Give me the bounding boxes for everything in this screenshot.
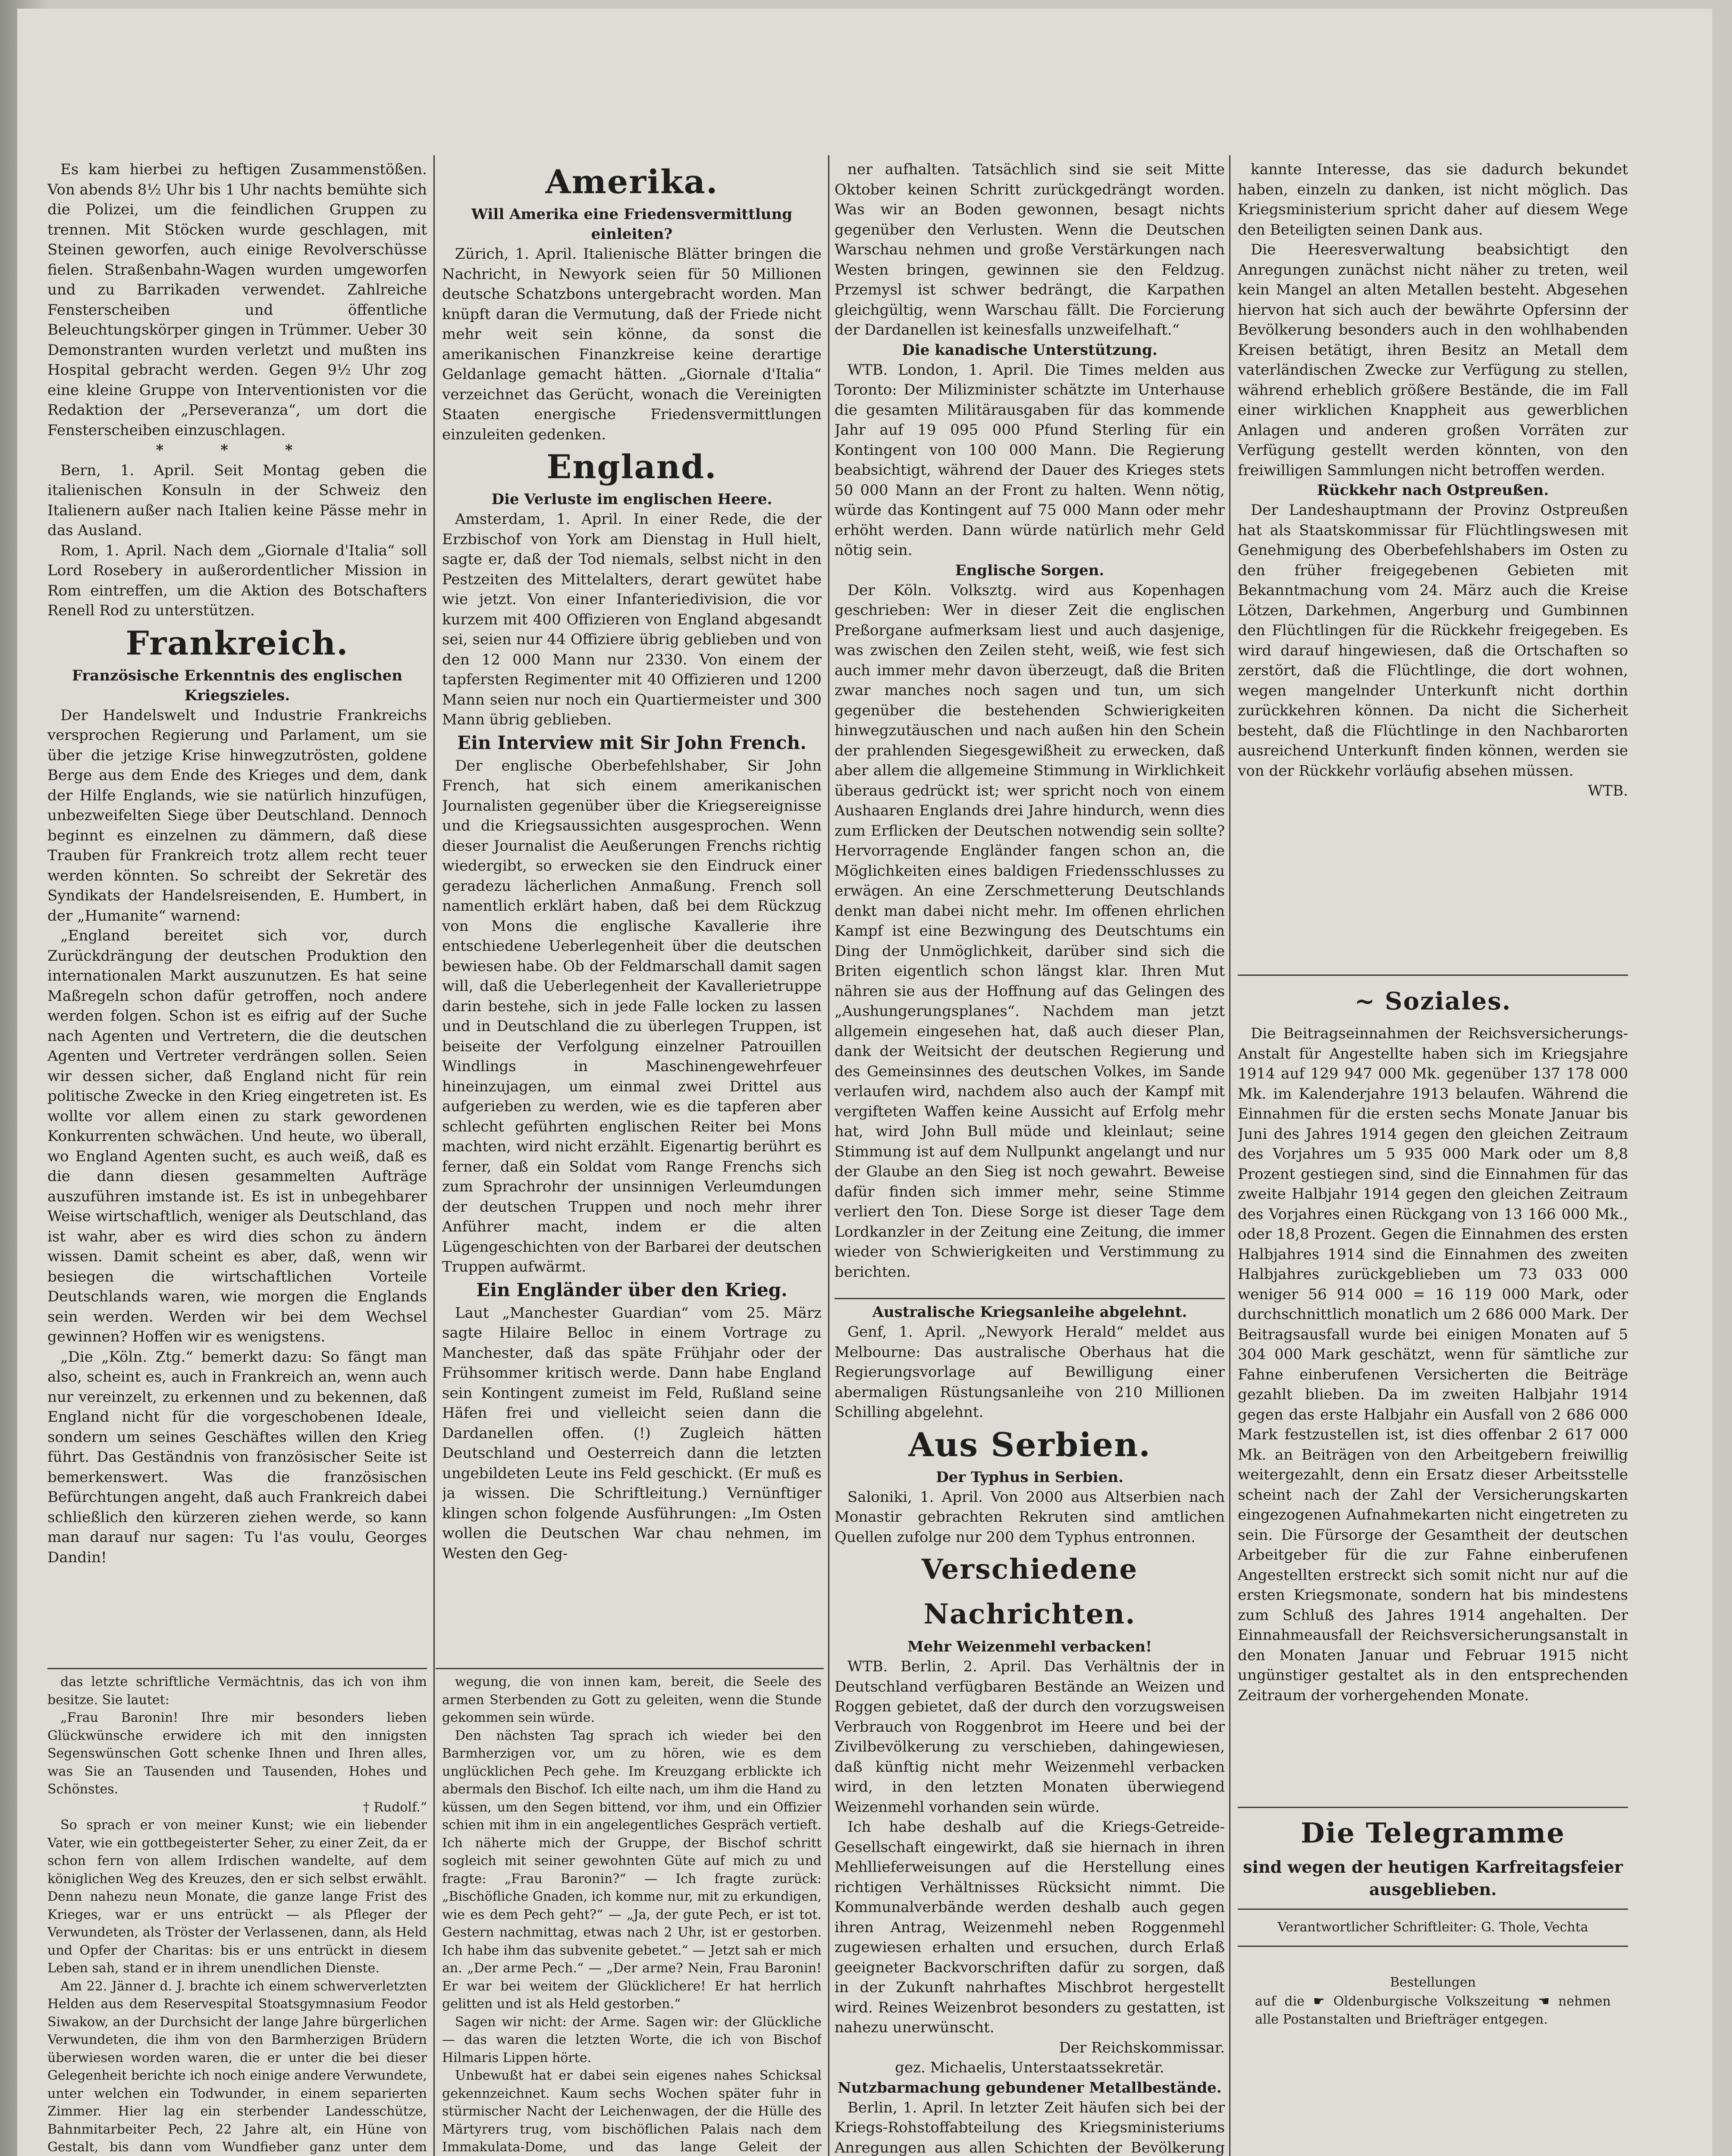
responsible-editor: Verantwortlicher Schriftleiter: G. Thole, Vechta bbox=[1277, 1920, 1588, 1935]
article-paragraph: Die Beitragseinnahmen der Reichsversicherungs-Anstalt für Angestellte haben sich im Kriegsjahre 1914 auf 129 947 000 Mk. gegenüber 137 178 000 Mk. im Kalenderjahre 1913 belaufen. Während die Einnahmen für die ersten sechs Monate Januar bis Juni des Jahres 1914 gegen den gleichen Zeitraum des Vorjahres um 5 935 000 Mark oder um 8,8 Prozent gestiegen sind, sind die Einnahmen für das zweite Halbjahr 1914 gegen den gleichen Zeitraum des Vorjahres einen Rückgang von 13 166 000 Mk., oder 18,8 Prozent. Gegen die Einnahmen des ersten Halbjahres 1914 sind die Einnahmen des zweiten Halbjahres zurückgeblieben um 73 033 000 weniger 56 914 000 = 16 119 000 Mark, oder durchschnittlich monatlich um 2 686 000 Mark. Der Beitragsausfall wurde bei einigen Monaten auf 5 304 000 Mark geschätzt, wenn für sämtliche zur Fahne einberufenen Versicherten die Beiträge gezahlt blieben. Da im zweiten Halbjahr 1914 gegen das erste Halbjahr ein Ausfall von 2 686 000 Mark festzustellen ist, ist dies offenbar 2 617 000 Mk. an Beiträgen von den Arbeitgebern freiwillig weitergezahlt, denn ein Ersatz dieser Arbeitsstelle scheint nach der Zahl der Versicherungskarten eingezogenen Aufnahmekarten nicht eingetreten zu sein. Die Fürsorge der Gesamtheit der deutschen Arbeitgeber für die zur Fahne einberufenen Angestellten erstreckt sich somit nicht nur auf die ersten Kriegsmonate, sondern hat bis mindestens zum Schluß des Jahres 1914 angehalten. Der Einnahmeausfall der Reichsversicherungsanstalt in den Monaten Januar und Februar 1915 nicht ungünstiger gestaltet als in den entsprechenden Zeitraum der vorhergehenden Monate. bbox=[1238, 1025, 1628, 1704]
article-headline: Ein Engländer über den Krieg. bbox=[476, 1279, 788, 1300]
feuilleton-paragraph: Den nächsten Tag sprach ich wieder bei den Barmherzigen vor, um zu hören, wie es dem unglücklichen Pech gehe. Im Kreuzgang erblickte ich abermals den Bischof. Ich eilte nach, um ihm die Hand zu küssen, um den Segen bittend, vor ihm, und ein Offizier schien mit ihm in ein angelegentliches Gespräch vertieft. Ich näherte mich der Gruppe, der Bischof schritt sogleich mit seiner gewohnten Güte auf mich zu und fragte: „Frau Baronin?“ — Ich fragte zurück: „Bischöfliche Gnaden, ich komme nur, mit zu erkundigen, wie es dem Pech geht?“ — „Ja, der gute Pech, er ist tot. Gestern nachmittag, etwas nach 2 Uhr, ist er gestorben. Ich habe ihm das subvenite gebetet.“ — Jetzt sah er mich an. „Der arme Pech.“ — „Der arme? Nein, Frau Baronin! Er war bei weitem der Glücklichere! Er hat herrlich gelitten und ist als Held gestorben.“ bbox=[442, 1728, 822, 2012]
article-paragraph: Der Köln. Volksztg. wird aus Kopenhagen geschrieben: Wer in dieser Zeit die englischen Preßorgane aufmerksam liest und auch dasjenige, was zwischen den Zeilen steht, weiß, wie fest sich auch immer mehr davon überzeugt, daß die Briten zwar manches noch sagen und tun, um sich gegenüber die bestehenden Schwierigkeiten hinwegzutäuschen und nach außen hin den Schein der prahlenden Siegesgewißheit zu erwecken, daß aber allem die allgemeine Stimmung in Wirklichkeit überaus gedrückt ist; wer spricht noch von einem Aushaaren Englands drei Jahre hindurch, wenn dies zum Erflicken der Deutschen notwendig sein sollte? Hervorragende Engländer fangen schon an, die Möglichkeiten eines baldigen Friedensschlusses zu erwägen. An eine Zerschmetterung Deutschlands denkt man dabei nicht mehr. Im offenen ehrlichen Kampf ist eine Bezwingung des Deutschtums ein Ding der Unmöglichkeit, darüber sind sich die Briten eigentlich schon längst klar. Ihren Mut nähren sie aus der Hoffnung auf das Gelingen des „Aushungerungsplanes“. Nachdem man jetzt allgemein eingesehen hat, daß auch dieser Plan, dank der Weitsicht der deutschen Regierung und des Gemeinsinnes des deutschen Volkes, im Sande verlaufen wird, nachdem also auch der Kampf mit vergifteten Waffen keine Aussicht auf Erfolg mehr hat, wird John Bull müde und kleinlaut; seine Stimmung ist auf dem Nullpunkt angelangt und nur der Glaube an den Sieg ist noch gewahrt. Beweise dafür finden sich immer mehr, seine Stimme verliert den Ton. Diese Sorge ist dieser Tage dem Lordkanzler in der Zeitung eine Zeitung, die immer wieder von Schwierigkeiten und Verstimmung zu berichten. bbox=[835, 581, 1225, 1281]
section-rule-col4b bbox=[1238, 1807, 1628, 1808]
column-4-soziales bbox=[1238, 979, 1628, 1789]
feuilleton-paragraph: wegung, die von innen kam, bereit, die Seele des armen Sterbenden zu Gott zu geleiten, wenn die Stunde gekommen sein würde. bbox=[442, 1674, 822, 1725]
article-paragraph: Rom, 1. April. Nach dem „Giornale d'Italia“ soll Lord Rosebery in außerordentlicher Mission in Rom eintreffen, um die Aktion des Botschafters Renell Rod zu unterstützen. bbox=[47, 542, 427, 619]
article-headline: Die Verluste im englischen Heere. bbox=[491, 491, 772, 508]
article-paragraph: Der Landeshauptmann der Provinz Ostpreußen hat als Staatskommissar für Flüchtlingswesen mit Genehmigung des Oberbefehlshabers im Osten zu den früher freigegebenen Gebieten mit Bekanntmachung vom 24. März auch die Kreise Lötzen, Darkehmen, Angerburg und Gumbinnen den Flüchtlingen für die Rückkehr freigegeben. Es wird darauf hingewiesen, daß die Ortschaften so zerstört, daß die Flüchtlinge, die dort wohnen, wegen mangelnder Unterkunft nicht dorthin zurückkehren können. Da nicht die Sicherheit besteht, daß die Flüchtlinge in den Nachbarorten ausreichend Unterkunft finden können, werden sie von der Rückkehr vorläufig absehen müssen. bbox=[1238, 501, 1628, 780]
section-rule-col2 bbox=[436, 1668, 824, 1669]
letter-signature: † Rudolf.“ bbox=[363, 1799, 427, 1815]
article-headline: Nutzbarmachung gebundener Metallbestände. bbox=[838, 2079, 1222, 2096]
article-paragraph: Genf, 1. April. „Newyork Herald“ meldet aus Melbourne: Das australische Oberhaus hat die Regierungsvorlage auf Bewilligung einer abermaligen Rüstungsanleihe von 210 Millionen Schilling abgelehnt. bbox=[835, 1323, 1225, 1421]
article-paragraph: „England bereitet sich vor, durch Zurückdrängung der deutschen Produktion den internationalen Markt auszunutzen. Es hat seine Maßregeln schon dafür getroffen, noch andere werden folgen. Schon ist es eifrig auf der Suche nach Agenten und Vertretern, die die deutschen Agenten und Vertreter verdrängen sollen. Seien wir dessen sicher, daß England nicht für rein politische Zwecke in den Krieg eingetreten ist. Es wollte vor allem einen zu stark gewordenen Konkurrenten schwächen. Und heute, wo überall, wo England Agenten sucht, es auch weiß, daß es die dann diesen gesammelten Aufträge auszuführen imstande ist. Es ist in unbegehbarer Weise wirtschaftlich, weniger als Deutschland, das ist wahr, aber es wird dies schon zu ändern wissen. Damit scheint es aber, daß, wenn wir besiegen die wirtschaftlichen Vorteile Deutschlands waren, wie morgen die Englands sein werden. Werden wir bei dem Wechsel gewinnen? Hoffen wir es wenigstens. bbox=[47, 927, 427, 1345]
article-headline: Französische Erkenntnis des englischen Kriegszieles. bbox=[72, 667, 403, 704]
article-headline: Mehr Weizenmehl verbacken! bbox=[907, 1638, 1152, 1655]
feuilleton-paragraph: das letzte schriftliche Vermächtnis, das ich von ihm besitze. Sie lautet: bbox=[47, 1674, 427, 1708]
official-signature-name: gez. Michaelis, Unterstaatssekretär. bbox=[895, 2059, 1164, 2076]
article-paragraph: Der englische Oberbefehlshaber, Sir John French, hat sich einem amerikanischen Journalisten gegenüber über die Kriegsereignisse und die Kriegsaussichten ausgesprochen. Wenn dieser Journalist die Aeußerungen Frenchs richtig wiedergibt, so erwecken sie den Eindruck einer geradezu lächerlichen Anmaßung. French soll namentlich erklärt haben, daß bei dem Rückzug von Mons die englische Kavallerie ihre entschiedene Ueberlegenheit über die deutschen bewiesen habe. Ob der Feldmarschall damit sagen will, daß die Ueberlegenheit der Kavallerietruppe darin bestehe, sich in jede Falle locken zu lassen und in Deutschland die zu überlegen Truppen, ist beiseite der Verfolgung einzelner Patrouillen Windlings in Maschinengewehrfeuer hineinzujagen, um einmal zwei Drittel aus aufgerieben zu werden, wie es die tapferen aber schlecht geführten englischen Reiter bei Mons machten, wird nicht erzählt. Eigenartig berührt es ferner, daß ein Soldat vom Range Frenchs sich zum Sprachrohr der unsinnigen Verleumdungen der deutschen Truppen und noch mehr ihrer Anführer macht, indem er die alten Lügengeschichten von der Barbarei der deutschen Truppen aufwärmt. bbox=[442, 757, 822, 1275]
section-title-serbien: Aus Serbien. bbox=[908, 1425, 1151, 1464]
article-paragraph: Ich habe deshalb auf die Kriegs-Getreide-Gesellschaft eingewirkt, daß sie hiernach in ihren Mehllieferweisungen auf die Herstellung eines richtigen Verhältnisses Rücksicht nimmt. Die Kommunalverbände werden deshalb auch gegen ihren Antrag, Weizenmehl neben Roggenmehl zugewiesen erhalten und ersuchen, durch Erlaß geeigneter Backvorschriften dafür zu sorgen, daß in der Zukunft nahrhaftes Mischbrot hergestellt wird. Reines Weizenbrot besonders zu gestatten, ist nahezu unerwünscht. bbox=[835, 1818, 1225, 2036]
article-paragraph: WTB. Berlin, 2. April. Das Verhältnis der in Deutschland verfügbaren Bestände an Weizen und Roggen gebietet, daß der durch den vorzugsweisen Verbrauch von Roggenbrot im Heere und bei der Zivilbevölkerung zu verschieben, dahingewiesen, daß künftig nicht mehr Weizenmehl verbacken wird, in den letzten Monaten überwiegend Weizenmehl vorhanden sein würde. bbox=[835, 1658, 1225, 1816]
section-rule-col3 bbox=[835, 1298, 1225, 1299]
feuilleton-paragraph: Sagen wir nicht: der Arme. Sagen wir: der Glückliche — das waren die letzten Worte, die ich von Bischof Hilmaris Lippen hörte. bbox=[442, 2014, 822, 2065]
orders-text: auf die ☛ Oldenburgische Volkszeitung ☚ nehmen alle Postanstalten und Briefträger entgegen. bbox=[1255, 1994, 1611, 2027]
column-1-top bbox=[47, 160, 427, 1660]
section-rule-col1 bbox=[47, 1668, 427, 1669]
article-paragraph: ner aufhalten. Tatsächlich sind sie seit Mitte Oktober keinen Schritt zurückgedrängt worden. Was wir an Boden gewonnen, besagt nichts gegenüber den Verlusten. Wenn die Deutschen Warschau nehmen und große Verstärkungen nach Westen bringen, gewinnen sie den Feldzug. Przemysl ist schwer bedrängt, die Karpathen gleichgültig, wenn Warschau fällt. Die Forcierung der Dardanellen ist keinesfalls unzweifelhaft.“ bbox=[835, 161, 1225, 338]
article-headline: Australische Kriegsanleihe abgelehnt. bbox=[872, 1304, 1187, 1321]
article-headline: Ein Interview mit Sir John French. bbox=[457, 732, 806, 753]
column-2-top bbox=[442, 160, 822, 1660]
article-paragraph: Es kam hierbei zu heftigen Zusammenstößen. Von abends 8½ Uhr bis 1 Uhr nachts bemühte sich die Polizei, um die feindlichen Gruppen zu trennen. Mit Stöcken wurde geschlagen, mit Steinen geworfen, auch einige Revolverschüsse fielen. Straßenbahn-Wagen wurden umgeworfen und zu Barrikaden verwendet. Zahlreiche Fensterscheiben und öffentliche Beleuchtungskörper gingen in Trümmer. Ueber 30 Demonstranten wurden verletzt und mußten ins Hospital gebracht werden. Gegen 9½ Uhr zog eine kleine Gruppe von Interventionisten vor die Redaktion der „Perseveranza“, um dort die Fensterscheiben einzuschlagen. bbox=[47, 161, 427, 439]
column-rule-3 bbox=[1229, 155, 1230, 2156]
article-paragraph: Der Handelswelt und Industrie Frankreichs versprochen Regierung und Parlament, um sie über die jetzige Krise hinwegzutrösten, goldene Berge aus dem Ende des Krieges und dem, dank der Hilfe Englands, wie sie natürlich hinzufügen, unbezweifelten Siege über Deutschland. Dennoch beginnt es einzelnen zu dämmern, daß diese Trauben für Frankreich trotz allem recht teuer werden könnten. So schreibt der Sekretär des Syndikats der Handelsreisenden, E. Humbert, in der „Humanite“ warnend: bbox=[47, 706, 427, 924]
section-title-soziales: ~ Soziales. bbox=[1354, 987, 1512, 1015]
separator-stars: * * * bbox=[156, 442, 319, 459]
column-rule-1 bbox=[433, 155, 435, 2156]
article-paragraph: Bern, 1. April. Seit Montag geben die italienischen Konsuln in der Schweiz den Italienern außer nach Italien keine Pässe mehr in das Ausland. bbox=[47, 461, 427, 539]
article-paragraph: Berlin, 1. April. In letzter Zeit häufen sich bei der Kriegs-Rohstoffabteilung des Kriegsministeriums Anregungen aus allen Schichten der Bevölkerung bbox=[835, 2099, 1225, 2156]
column-1-bottom bbox=[47, 1673, 427, 2156]
section-title-verschiedenes: Verschiedene Nachrichten. bbox=[921, 1553, 1138, 1630]
official-signature: Der Reichskommissar. bbox=[1059, 2039, 1225, 2056]
section-title-amerika: Amerika. bbox=[545, 163, 719, 201]
column-2-bottom bbox=[442, 1673, 822, 2156]
section-title-england: England. bbox=[546, 448, 717, 486]
article-paragraph: Die Heeresverwaltung beabsichtigt den Anregungen zunächst nicht näher zu treten, weil kein Mangel an alten Metallen besteht. Abgesehen hiervon hat sich auch der bewährte Opfersinn der Bevölkerung besonders auch in den wohlhabenden Kreisen betätigt, ihren Besitz an Metall dem vaterländischen Zwecke zur Verfügung zu stellen, während erheblich größere Bestände, die im Fall einer wirklichen Knappheit aus gewerblichen Anlagen und anderen großen Vorräten zur Verfügung gestellt werden könnten, von den freiwilligen Sammlungen nicht betroffen werden. bbox=[1238, 241, 1628, 479]
article-paragraph: kannte Interesse, das sie dadurch bekundet haben, einzeln zu danken, ist nicht möglich. Das Kriegsministerium spricht daher auf diesem Wege den Beteiligten seinen Dank aus. bbox=[1238, 161, 1628, 238]
section-rule-col4a bbox=[1238, 975, 1628, 976]
article-headline: Der Typhus in Serbien. bbox=[936, 1468, 1123, 1486]
article-headline: Will Amerika eine Friedensvermittlung einleiten? bbox=[471, 206, 793, 243]
orders-title: Bestellungen bbox=[1390, 1974, 1476, 1990]
article-paragraph: „Die „Köln. Ztg.“ bemerkt dazu: So fängt man also, scheint es, auch in Frankreich an, wenn auch nur vereinzelt, zu erkennen und zu bekennen, daß England nicht für die vorgeschobenen Ideale, sondern um seines Geschäftes willen den Krieg führt. Das Geständnis von französischer Seite ist bemerkenswert. Was die französischen Befürchtungen angeht, daß auch Frankreich dabei schließlich den kürzeren ziehen werde, so kann man darauf nur sagen: Tu l'as voulu, Georges Dandin! bbox=[47, 1348, 427, 1566]
feuilleton-paragraph: „Frau Baronin! Ihre mir besonders lieben Glückwünsche erwidere ich mit den innigsten Segenswünschen Gott schenke Ihnen und Ihren alles, was Sie an Tausenden und Tausenden, Hohes und Schönstes. bbox=[47, 1710, 427, 1797]
article-paragraph: Saloniki, 1. April. Von 2000 aus Altserbien nach Monastir gebrachten Rekruten sind amtlichen Quellen zufolge nur 200 dem Typhus entronnen. bbox=[835, 1488, 1225, 1546]
article-headline: Englische Sorgen. bbox=[955, 561, 1104, 579]
feuilleton-paragraph: Unbewußt hat er dabei sein eigenes nahes Schicksal gekennzeichnet. Kaum sechs Wochen später fuhr in stürmischer Nacht der Leichenwagen, der die Hülle des Märtyrers trug, vom bischöflichen Palais nach dem Immakulata-Dome, und das lange Geleit der bbox=[442, 2068, 822, 2155]
telegram-title: Die Telegramme bbox=[1301, 1817, 1565, 1849]
article-paragraph: WTB. London, 1. April. Die Times melden aus Toronto: Der Milizminister schätzte im Unterhause die gesamten Militärausgaben für das kommende Jahr auf 19 095 000 Pfund Sterling für ein Kontingent von 100 000 Mann. Die Regierung beabsichtigt, während der Dauer des Krieges stets 50 000 Mann an der Front zu halten. Wenn nötig, würde das Kontingent auf 75 000 Mann oder mehr erhöht werden. Dann würde natürlich mehr Geld nötig sein. bbox=[835, 361, 1225, 559]
article-headline: Rückkehr nach Ostpreußen. bbox=[1317, 482, 1549, 499]
section-title-frankreich: Frankreich. bbox=[126, 624, 349, 662]
notice-rule bbox=[1238, 1946, 1628, 1947]
feuilleton-paragraph: So sprach er von meiner Kunst; wie ein liebender Vater, wie ein gottbegeisterter Seher, zu einer Zeit, da er schon fern von allem Irdischen wandelte, auf dem königlichen Weg des Kreuzes, den er sich selbst erwählt. Denn nahezu neun Monate, die ganze lange Frist des Krieges, war er uns entrückt — als Pfleger der Verwundeten, als Tröster der Verlassenen, dann, als Held und Opfer der Charitas: bis er uns entrückt in diesem Leben sah, stand er in ihrem unendlichen Dienste. bbox=[47, 1818, 427, 1976]
agency-signature: WTB. bbox=[1588, 782, 1628, 799]
article-paragraph: Zürich, 1. April. Italienische Blätter bringen die Nachricht, in Newyork seien für 50 Millionen deutsche Schatzbons untergebracht worden. Man knüpft daran die Vermutung, daß der Friede nicht mehr weit sein könne, da sonst die amerikanischen Finanzkreise keine derartige Geldanlage gemacht hätten. „Giornale d'Italia“ verzeichnet das Gerücht, wonach die Vereinigten Staaten energische Friedensvermittlungen einzuleiten gedenken. bbox=[442, 245, 822, 443]
telegram-notice: sind wegen der heutigen Karfreitagsfeier ausgeblieben. bbox=[1243, 1857, 1623, 1899]
column-3-bottom bbox=[835, 1302, 1225, 2156]
column-4-notices bbox=[1238, 1811, 1628, 2156]
column-4-top bbox=[1238, 160, 1628, 970]
feuilleton-paragraph: Am 22. Jänner d. J. brachte ich einem schwerverletzten Helden aus dem Reservespital Stoatsgymnasium Feodor Siwakow, an der Durchsicht der lange Jahre bürgerlichen Verwundeten, die ihm von den Barmherzigen Brüdern überwiesen worden waren, die er unter die bei dieser Gelegenheit berichte ich noch einige andere Verwundete, unter welchen ein Todwunder, in einem separierten Zimmer. Hier lag ein sterbender Landesschütze, Bahnmitarbeiter Pech, 22 Jahre alt, ein Hüne von Gestalt, bis dann vom Wundfieber ganz unter dem bbox=[47, 1978, 427, 2155]
notice-rule bbox=[1238, 1908, 1628, 1910]
column-rule-2 bbox=[828, 155, 829, 2156]
article-paragraph: Laut „Manchester Guardian“ vom 25. März sagte Hilaire Belloc in einem Vortrage zu Manchester, daß das späte Frühjahr oder der Frühsommer kritisch werde. Dann habe England sein Kontingent zumeist im Feld, Rußland seine Häfen frei und vielleicht seien dann die Dardanellen offen. (!) Zugleich hätten Deutschland und Oesterreich dann die letzten ungebildeten Leute ins Feld geschickt. (Er muß es ja wissen. Die Schriftleitung.) Vernünftiger klingen schon folgende Ausführungen: „Im Osten wollen die Deutschen War chau nehmen, im Westen den Geg- bbox=[442, 1304, 822, 1562]
article-paragraph: Amsterdam, 1. April. In einer Rede, die der Erzbischof von York am Dienstag in Hull hielt, sagte er, daß der Tod niemals, selbst nicht in den Pestzeiten des Mittelalters, derart gewütet habe wie jetzt. Von einer Infanteriedivision, die vor kurzem mit 400 Offizieren von England abgesandt sei, seien nur 44 Offiziere übrig geblieben und von den 12 000 Mann nur 2330. Von einem der tapfersten Regimenter mit 40 Offizieren und 1200 Mann seien nur noch ein Quartiermeister und 300 Mann übrig geblieben. bbox=[442, 511, 822, 728]
article-headline: Die kanadische Unterstützung. bbox=[902, 341, 1158, 359]
column-3-top bbox=[835, 160, 1225, 1294]
